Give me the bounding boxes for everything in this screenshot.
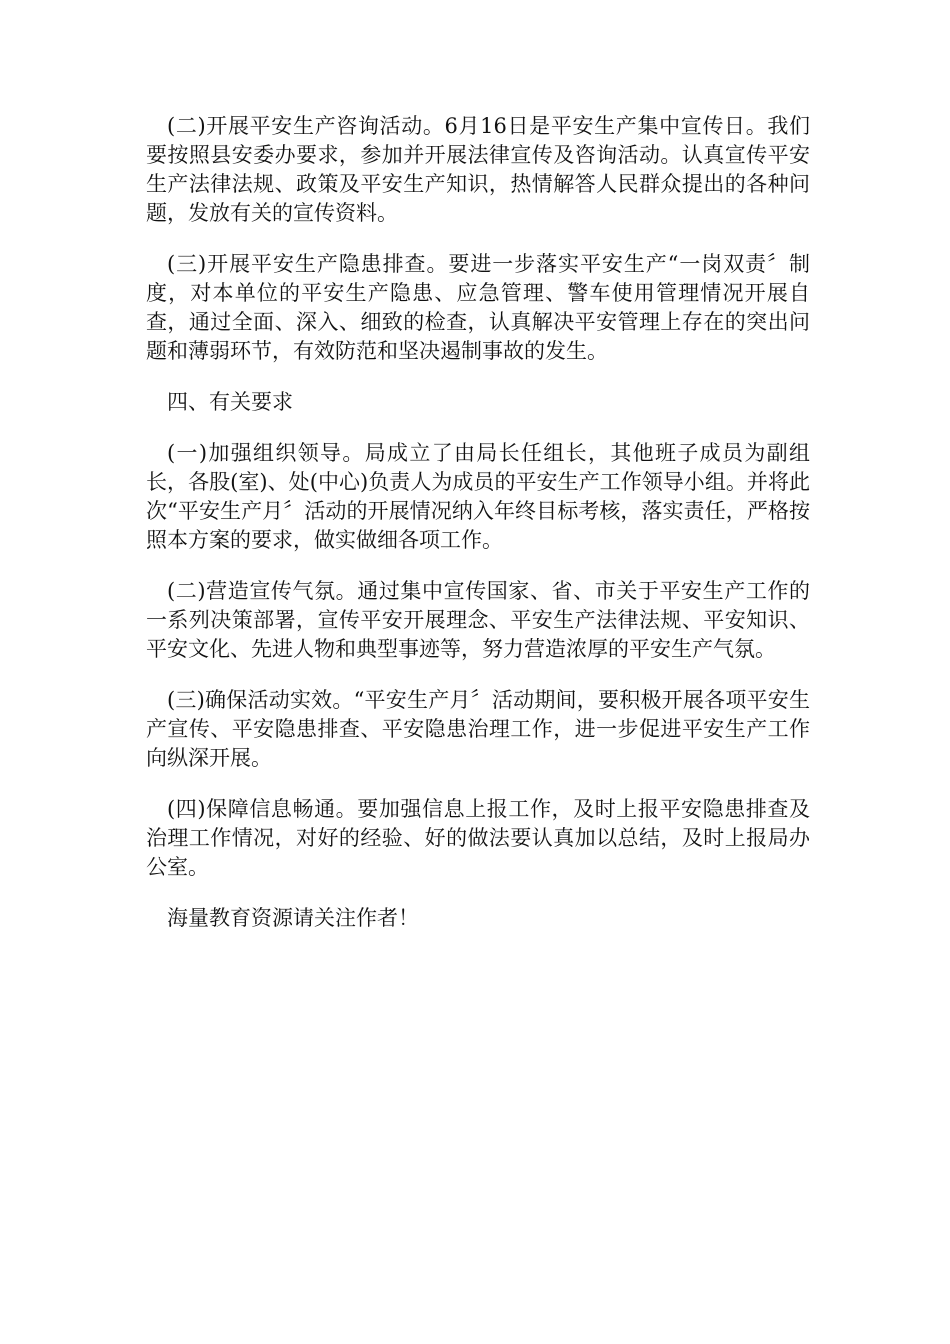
paragraph-activity-effectiveness: (三)确保活动实效。“平安生产月〞活动期间，要积极开展各项平安生产宣传、平安隐患排查、平安隐患治理工作，进一步促进平安生产工作向纵深开展。 <box>146 688 810 770</box>
paragraph-organization-leadership: (一)加强组织领导。局成立了由局长任组长，其他班子成员为副组长，各股(室)、处(中心)负责人为成员的平安生产工作领导小组。并将此次“平安生产月〞活动的开展情况纳入年终目标考核，落实责任，严格按照本方案的要求，做实做细各项工作。 <box>146 441 810 552</box>
document-body <box>146 112 810 955</box>
paragraph-publicity-atmosphere: (二)营造宣传气氛。通过集中宣传国家、省、市关于平安生产工作的一系列决策部署，宣传平安开展理念、平安生产法律法规、平安知识、平安文化、先进人物和典型事迹等，努力营造浓厚的平安生产气氛。 <box>146 579 810 661</box>
paragraph-information-flow: (四)保障信息畅通。要加强信息上报工作，及时上报平安隐患排查及治理工作情况，对好的经验、好的做法要认真加以总结，及时上报局办公室。 <box>146 797 810 879</box>
closing-note: 海量教育资源请关注作者！ <box>167 906 419 930</box>
section-heading-requirements: 四、有关要求 <box>167 390 293 414</box>
paragraph-consultation-activity: (二)开展平安生产咨询活动。6月16日是平安生产集中宣传日。我们要按照县安委办要求，参加并开展法律宣传及咨询活动。认真宣传平安生产法律法规、政策及平安生产知识，热情解答人民群众提出的各种问题，发放有关的宣传资料。 <box>146 114 810 225</box>
paragraph-hazard-inspection: (三)开展平安生产隐患排查。要进一步落实平安生产“一岗双责〞制度，对本单位的平安生产隐患、应急管理、警车使用管理情况开展自查，通过全面、深入、细致的检查，认真解决平安管理上存在的突出问题和薄弱环节，有效防范和坚决遏制事故的发生。 <box>146 252 810 363</box>
